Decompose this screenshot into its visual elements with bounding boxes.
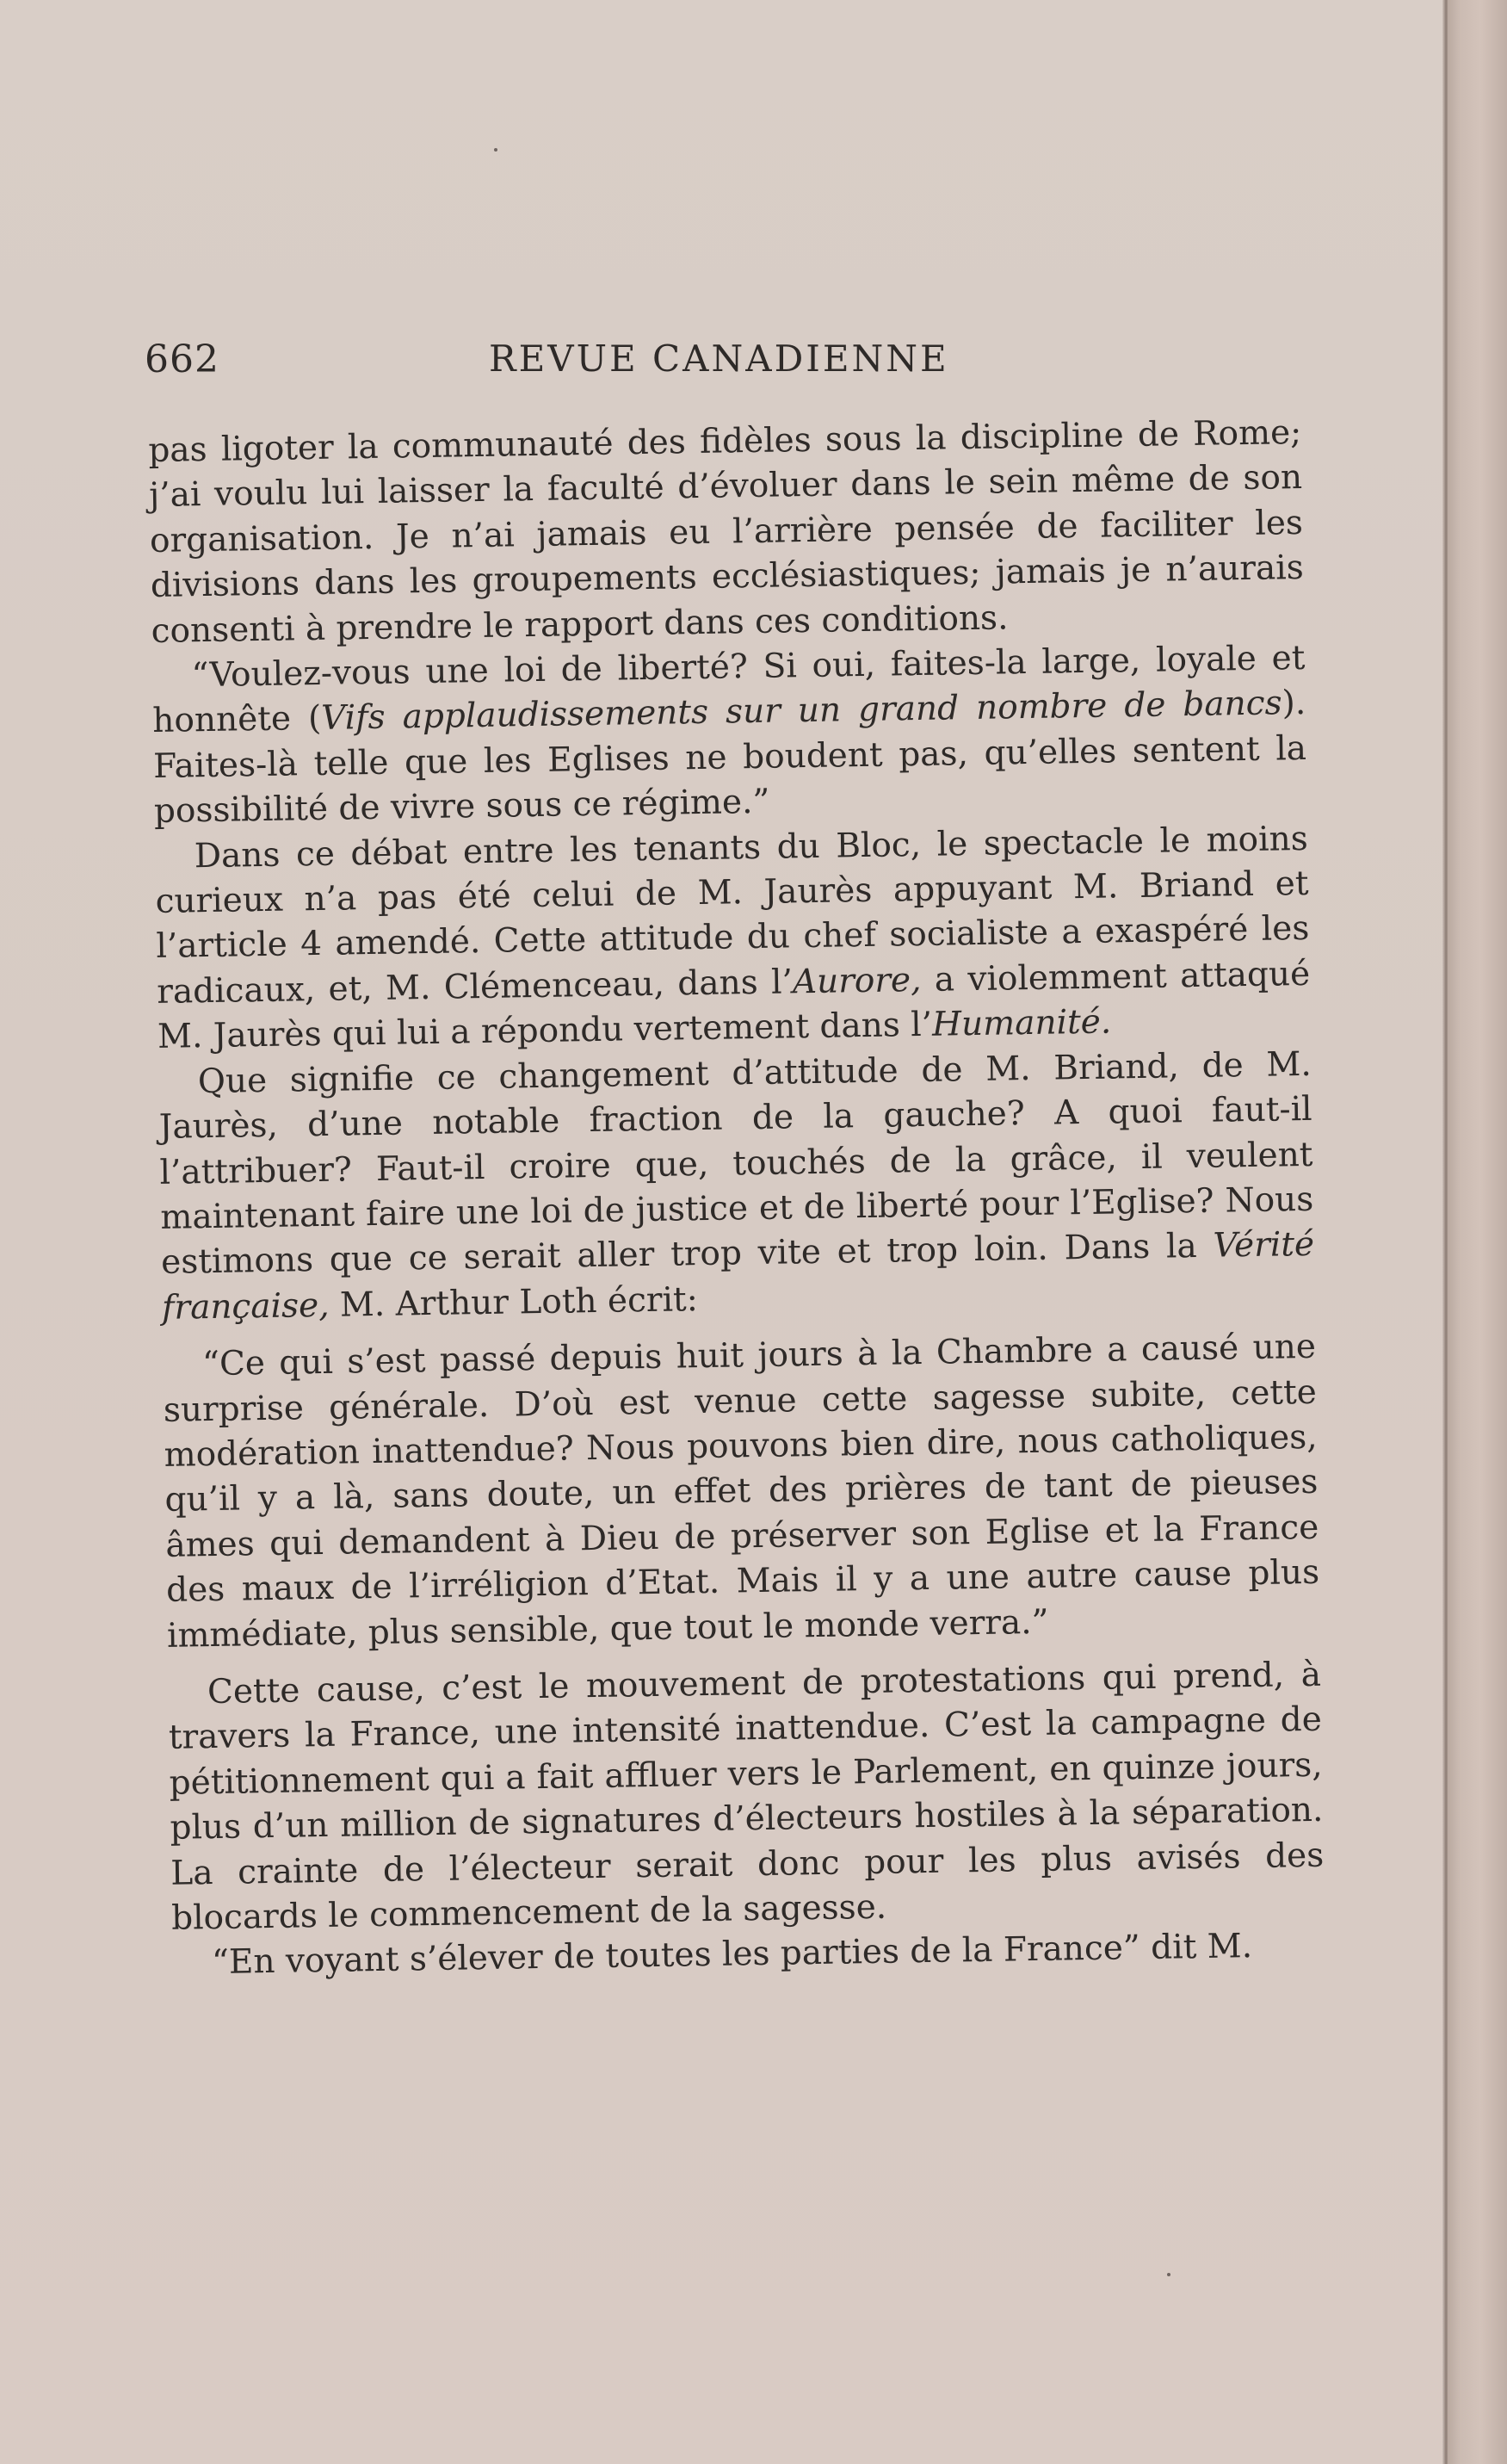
paper-speck — [494, 148, 497, 152]
paragraph-6: “En voyant s’élever de toutes les parties de la France” dit M. — [211, 1927, 1253, 1983]
running-title: REVUE CANADIENNE — [489, 337, 949, 380]
paragraph-4-end: M. Arthur Loth écrit: — [329, 1279, 699, 1325]
book-spine — [1448, 0, 1507, 2464]
paragraph-2-end: ). Faites-là telle que les Eglises ne boudent pas, qu’elles sentent la possibilité de vivre sous ce régime.” — [152, 684, 1307, 832]
paragraph-2 — [151, 636, 1307, 835]
paragraph-3-start: Dans ce débat entre les tenants du Bloc, le spectacle le moins curieux n’a pas été celui de M. Jaurès appuyant M. Briand et l’article 4 amendé. Cette attitude du chef socialiste a exaspéré les radicaux, et, M. Clémenceau, dans l’ — [155, 819, 1310, 1012]
paragraph-3-mid: a violemment attaqué M. Jaurès qui lui a répondu vertement dans l’ — [157, 954, 1311, 1057]
verite-francaise-title: Vérité française, — [161, 1225, 1315, 1328]
humanite-title: Humanité. — [931, 1002, 1112, 1045]
paragraph-5: Cette cause, c’est le mouvement de protestations qui prend, à travers la France, une intensité inattendue. C’est la campagne de pétitionnement qui a fait affluer vers le Parlement, en quinze jours, plus d’un million de signatures d’électeurs hostiles à la séparation. La crainte de l’électeur serait donc pour les plus avisés des blocards le commencement de la sagesse. — [168, 1655, 1325, 1938]
paragraph-4 — [158, 1043, 1316, 1331]
paragraph-3 — [154, 817, 1311, 1061]
paragraph-1: pas ligoter la communauté des fidèles sous la discipline de Rome; j’ai voulu lui laisser la faculté d’évoluer dans le sein même de son organisation. Je n’ai jamais eu l’arrière pensée de faciliter les divisions dans les groupements ecclésiastiques; jamais je n’aurais consenti à prendre le rapport dans ces conditions. — [148, 412, 1305, 651]
paragraph-2-italic: Vifs applaudissements sur un grand nombre de bancs — [320, 684, 1282, 739]
paragraph-2-start: “Voulez-vous une loi de liberté? Si oui, faites-la large, loyale et honnête ( — [151, 638, 1306, 741]
aurore-title: Aurore, — [792, 960, 922, 1002]
body-text — [148, 411, 1325, 1987]
page-header — [145, 337, 1332, 389]
block-quote: “Ce qui s’est passé depuis huit jours à la Chambre a causé une surprise générale. D’où est venue cette sagesse subite, cette modération inattendue? Nous pouvons bien dire, nous catholiques, qu’il y a là, sans doute, un effet des prières de tant de pieuses âmes qui demandent à Dieu de préserver son Eglise et la France des maux de l’irréligion d’Etat. Mais il y a une autre cause plus immédiate, plus sensible, que tout le monde verra.” — [163, 1327, 1320, 1656]
page-number: 662 — [145, 337, 219, 381]
paper-speck — [1167, 2273, 1170, 2276]
paragraph-4-start: Que signifie ce changement d’attitude de M. Briand, de M. Jaurès, d’une notable fraction de la gauche? A quoi faut-il l’attribuer? Faut-il croire que, touchés de la grâce, il veulent maintenant faire une loi de justice et de liberté pour l’Eglise? Nous estimons que ce serait aller trop vite et trop loin. Dans la — [158, 1044, 1314, 1283]
